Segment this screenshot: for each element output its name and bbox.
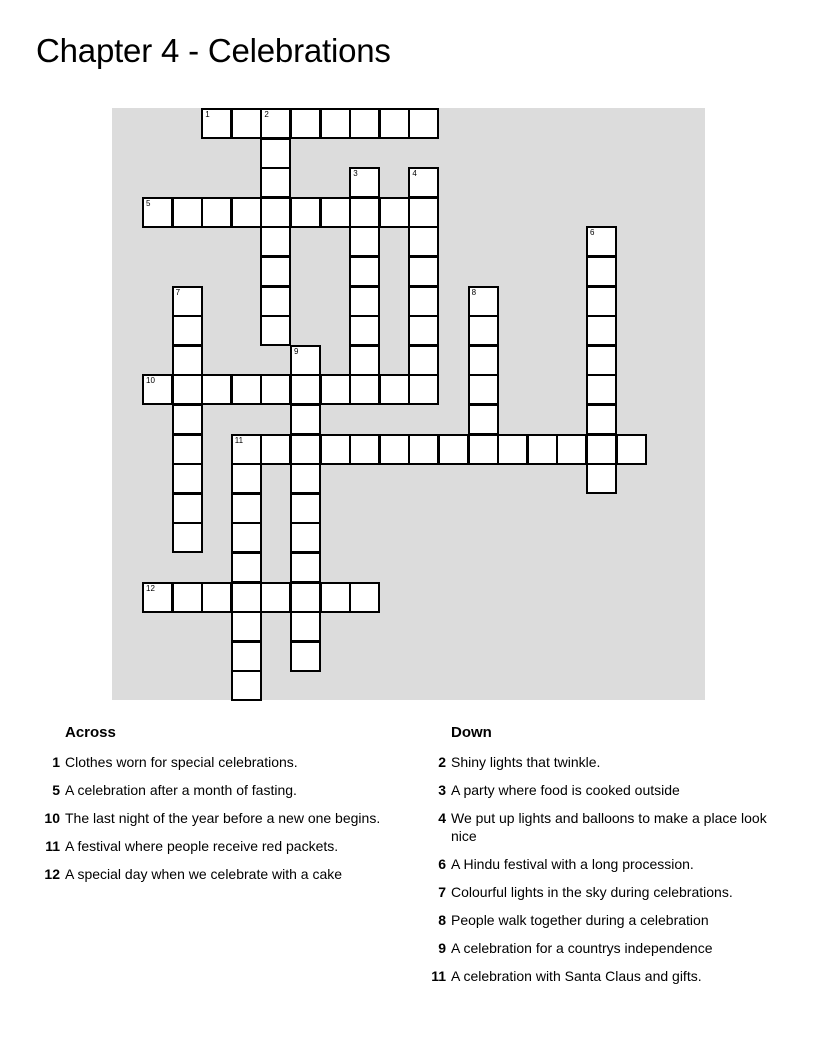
crossword-cell[interactable] <box>408 167 439 198</box>
crossword-cell[interactable] <box>349 345 380 376</box>
crossword-cell[interactable] <box>260 434 291 465</box>
clue-text: People walk together during a celebration <box>451 912 709 928</box>
crossword-cell[interactable] <box>408 108 439 139</box>
cell-number: 6 <box>590 228 595 238</box>
crossword-cell[interactable] <box>172 582 203 613</box>
clue-number: 2 <box>438 754 446 770</box>
page-title: Chapter 4 - Celebrations <box>36 32 391 69</box>
crossword-cell[interactable] <box>290 641 321 672</box>
crossword-cell[interactable] <box>231 582 262 613</box>
clue-text: Colourful lights in the sky during celebrations. <box>451 884 733 900</box>
across-clue <box>38 753 408 771</box>
crossword-cell[interactable] <box>201 108 232 139</box>
down-clue <box>424 883 794 901</box>
crossword-cell[interactable] <box>349 286 380 317</box>
cell-number: 4 <box>412 169 417 179</box>
across-clue <box>38 781 408 799</box>
crossword-cell[interactable] <box>408 197 439 228</box>
crossword-cell[interactable] <box>290 108 321 139</box>
crossword-cell[interactable] <box>172 522 203 553</box>
crossword-cell[interactable] <box>290 463 321 494</box>
clue-number: 9 <box>438 940 446 956</box>
clue-text: Clothes worn for special celebrations. <box>65 754 298 770</box>
crossword-cell[interactable] <box>201 582 232 613</box>
crossword-cell[interactable] <box>349 374 380 405</box>
crossword-cell[interactable] <box>172 374 203 405</box>
crossword-cell[interactable] <box>290 197 321 228</box>
clue-number: 6 <box>438 856 446 872</box>
clue-text: A party where food is cooked outside <box>451 782 680 798</box>
crossword-cell[interactable] <box>586 286 617 317</box>
crossword-cell[interactable] <box>231 493 262 524</box>
crossword-cell[interactable] <box>349 434 380 465</box>
crossword-cell[interactable] <box>231 522 262 553</box>
clue-number: 11 <box>45 838 60 854</box>
crossword-cell[interactable] <box>586 404 617 435</box>
down-clue <box>424 967 794 985</box>
crossword-cell[interactable] <box>349 108 380 139</box>
crossword-cell[interactable] <box>290 345 321 376</box>
crossword-cell[interactable] <box>468 374 499 405</box>
clue-number: 1 <box>52 754 60 770</box>
crossword-cell[interactable] <box>320 582 351 613</box>
cell-number: 1 <box>205 110 210 119</box>
crossword-cell[interactable] <box>468 345 499 376</box>
down-clue <box>424 753 794 771</box>
cell-number: 11 <box>234 435 244 445</box>
crossword-cell[interactable] <box>349 197 380 228</box>
crossword-cell[interactable] <box>586 374 617 405</box>
crossword-cell[interactable] <box>379 108 410 139</box>
crossword-cell[interactable] <box>172 493 203 524</box>
clue-number: 7 <box>438 884 446 900</box>
crossword-cell[interactable] <box>408 286 439 317</box>
crossword-cell[interactable] <box>231 197 262 228</box>
crossword-cell[interactable] <box>231 108 262 139</box>
crossword-cell[interactable] <box>231 670 262 701</box>
crossword-cell[interactable] <box>468 404 499 435</box>
clue-text: A Hindu festival with a long procession. <box>451 856 694 872</box>
crossword-cell[interactable] <box>172 315 203 346</box>
crossword-cell[interactable] <box>172 404 203 435</box>
crossword-cell[interactable] <box>320 374 351 405</box>
crossword-cell[interactable] <box>408 434 439 465</box>
crossword-cell[interactable] <box>349 167 380 198</box>
crossword-cell[interactable] <box>290 611 321 642</box>
crossword-cell[interactable] <box>408 374 439 405</box>
down-clue <box>424 911 794 929</box>
crossword-cell[interactable] <box>349 256 380 287</box>
crossword-cell[interactable] <box>290 404 321 435</box>
crossword-cell[interactable] <box>231 463 262 494</box>
crossword-cell[interactable] <box>349 582 380 613</box>
crossword-cell[interactable] <box>172 286 203 317</box>
crossword-cell[interactable] <box>231 611 262 642</box>
crossword-cell[interactable] <box>260 256 291 287</box>
down-clue <box>424 809 794 845</box>
crossword-cell[interactable] <box>586 434 617 465</box>
clue-text: We put up lights and balloons to make a place look nice <box>451 810 767 844</box>
crossword-cell[interactable] <box>260 582 291 613</box>
crossword-cell[interactable] <box>172 434 203 465</box>
crossword-cell[interactable] <box>290 493 321 524</box>
crossword-cell[interactable] <box>556 434 587 465</box>
crossword-cell[interactable] <box>260 286 291 317</box>
crossword-cell[interactable] <box>586 315 617 346</box>
crossword-cell[interactable] <box>379 434 410 465</box>
crossword-cell[interactable] <box>201 374 232 405</box>
cell-number: 3 <box>353 169 358 179</box>
crossword-cell[interactable] <box>142 374 173 405</box>
crossword-cell[interactable] <box>201 197 232 228</box>
clue-number: 11 <box>431 968 446 984</box>
clue-number: 10 <box>44 810 60 826</box>
down-clues <box>424 724 794 995</box>
cell-number: 2 <box>264 110 269 119</box>
crossword-cell[interactable] <box>497 434 528 465</box>
down-clue <box>424 855 794 873</box>
across-clue <box>38 809 408 827</box>
clue-text: The last night of the year before a new one begins. <box>65 810 381 826</box>
crossword-cell[interactable] <box>408 226 439 257</box>
crossword-cell[interactable] <box>408 315 439 346</box>
crossword-cell[interactable] <box>586 226 617 257</box>
crossword-cell[interactable] <box>231 552 262 583</box>
across-heading: Across <box>65 724 116 741</box>
crossword-cell[interactable] <box>438 434 469 465</box>
down-heading: Down <box>451 724 492 741</box>
across-clue <box>38 837 408 855</box>
crossword-cell[interactable] <box>349 315 380 346</box>
across-clues <box>38 724 408 893</box>
clue-number: 3 <box>438 782 446 798</box>
crossword-cell[interactable] <box>260 197 291 228</box>
crossword-cell[interactable] <box>586 256 617 287</box>
clue-text: A special day when we celebrate with a cake <box>65 866 343 882</box>
crossword-cell[interactable] <box>260 167 291 198</box>
cell-number: 8 <box>471 287 477 297</box>
crossword-cell[interactable] <box>260 108 291 139</box>
crossword-cell[interactable] <box>527 434 558 465</box>
clue-number: 12 <box>44 866 60 882</box>
crossword-cell[interactable] <box>320 434 351 465</box>
down-clue <box>424 939 794 957</box>
crossword-cell[interactable] <box>468 434 499 465</box>
clue-number: 4 <box>438 810 446 826</box>
crossword-cell[interactable] <box>616 434 647 465</box>
crossword-cell[interactable] <box>290 552 321 583</box>
clue-number: 5 <box>52 782 60 798</box>
crossword-cell[interactable] <box>320 197 351 228</box>
crossword-cell[interactable] <box>290 434 321 465</box>
crossword-cell[interactable] <box>408 256 439 287</box>
crossword-cell[interactable] <box>290 374 321 405</box>
crossword-cell[interactable] <box>408 345 439 376</box>
crossword-cell[interactable] <box>320 108 351 139</box>
crossword-cell[interactable] <box>231 434 262 465</box>
across-clue <box>38 865 408 883</box>
crossword-cell[interactable] <box>290 582 321 613</box>
crossword-cell[interactable] <box>142 582 173 613</box>
down-clue <box>424 781 794 799</box>
crossword-cell[interactable] <box>172 197 203 228</box>
crossword-cell[interactable] <box>260 138 291 169</box>
crossword-cell[interactable] <box>586 345 617 376</box>
cell-number: 9 <box>294 346 299 356</box>
clue-text: A celebration after a month of fasting. <box>65 782 297 798</box>
crossword-cell[interactable] <box>172 463 203 494</box>
crossword-cell[interactable] <box>260 315 291 346</box>
crossword-cell[interactable] <box>260 226 291 257</box>
clue-text: A celebration with Santa Claus and gifts. <box>451 968 702 984</box>
crossword-cell[interactable] <box>290 522 321 553</box>
cell-number: 10 <box>146 376 155 386</box>
crossword-cell[interactable] <box>231 374 262 405</box>
cell-number: 5 <box>146 198 151 208</box>
clue-text: A celebration for a countrys independence <box>451 940 713 956</box>
clue-text: Shiny lights that twinkle. <box>451 754 601 770</box>
cell-number: 7 <box>175 287 181 297</box>
crossword-cell[interactable] <box>142 197 173 228</box>
clue-number: 8 <box>438 912 446 928</box>
crossword-cell[interactable] <box>231 641 262 672</box>
crossword-cell[interactable] <box>260 374 291 405</box>
crossword-cell[interactable] <box>468 286 499 317</box>
crossword-cell[interactable] <box>172 345 203 376</box>
crossword-cell[interactable] <box>379 197 410 228</box>
cell-number: 12 <box>146 583 155 593</box>
clue-text: A festival where people receive red packets. <box>65 838 339 854</box>
crossword-cell[interactable] <box>349 226 380 257</box>
crossword-cell[interactable] <box>586 463 617 494</box>
crossword-cell[interactable] <box>379 374 410 405</box>
crossword-cell[interactable] <box>468 315 499 346</box>
